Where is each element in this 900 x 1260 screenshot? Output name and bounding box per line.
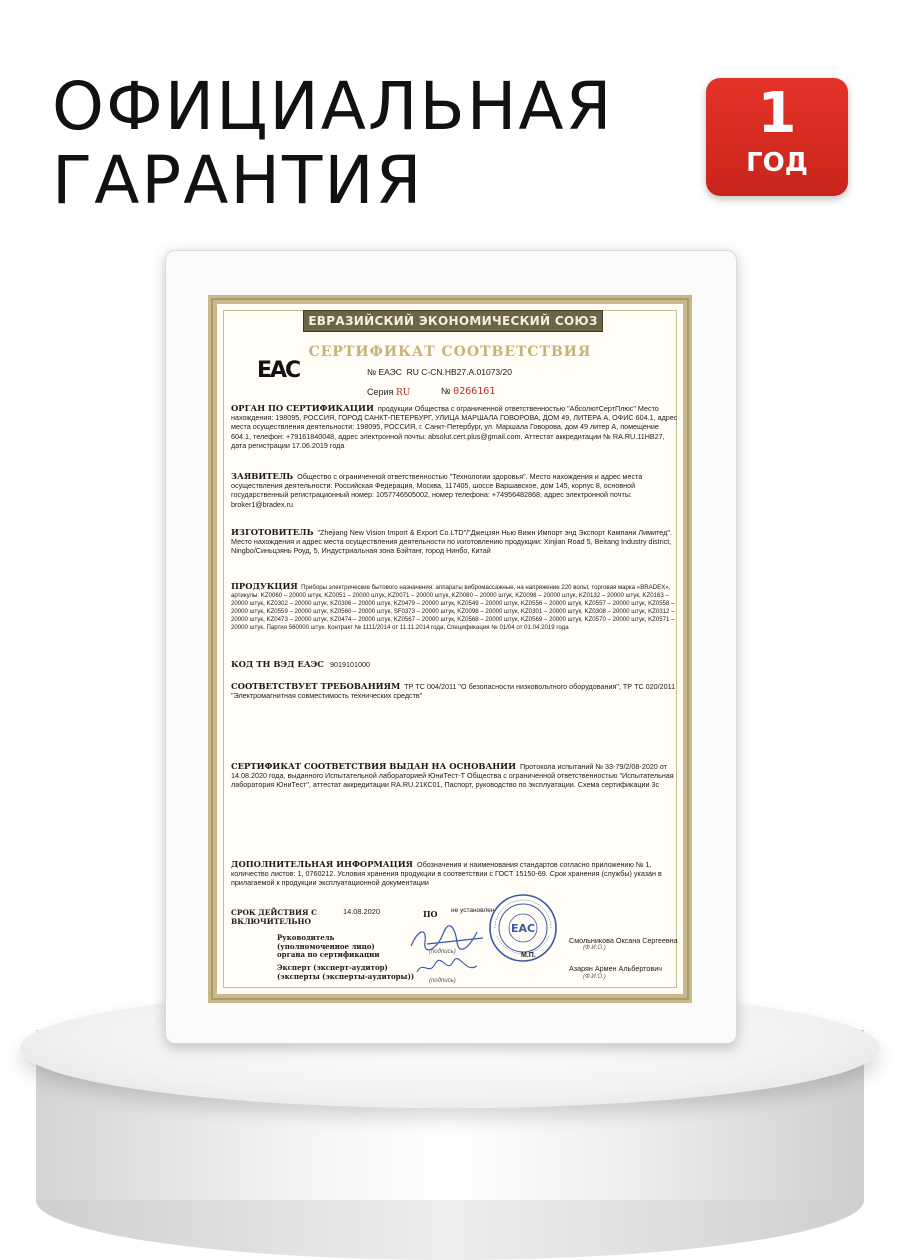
svg-text:EAC: EAC: [510, 922, 536, 935]
stamp-label: М.П.: [521, 952, 536, 959]
additional-info-section: ДОПОЛНИТЕЛЬНАЯ ИНФОРМАЦИЯ Обозначения и наименования стандартов согласно приложению № 1, количество листов: 1, 0760212. Условия хранения продукции в соответствии с ГОСТ 15150-69. Срок хранения (службы) указан в прилагаемой к продукции эксплуатационной документации: [231, 859, 662, 888]
head-name: Смольникова Оксана Сергеевна: [569, 936, 678, 945]
headline: [52, 70, 613, 218]
headline-line-1: ОФИЦИАЛЬНАЯ: [52, 68, 614, 145]
expert-label: Эксперт (эксперт-аудитор) (эксперты (эксперты-аудиторы)): [277, 963, 415, 981]
warranty-years: 1: [757, 81, 797, 146]
eac-mark: EAC: [257, 358, 300, 383]
expert-signature: [413, 956, 483, 980]
expert-name: Азарян Армен Альбертович: [569, 964, 662, 973]
warranty-badge: [706, 78, 848, 196]
warranty-unit: ГОД: [746, 148, 808, 178]
expert-sign-caption: (подпись): [429, 978, 456, 984]
validity-from: 14.08.2020: [343, 907, 380, 916]
requirements-section: СООТВЕТСТВУЕТ ТРЕБОВАНИЯМ ТР ТС 004/2011 "О безопасности низковольтного оборудования", ТР ТС 020/2011 "Электромагнитная совместимость технических средств": [231, 681, 676, 701]
customs-code-section: КОД ТН ВЭД ЕАЭС 9019101000: [231, 659, 370, 669]
validity-label: СРОК ДЕЙСТВИЯ С ВКЛЮЧИТЕЛЬНО: [231, 908, 317, 926]
basis-section: СЕРТИФИКАТ СООТВЕТСТВИЯ ВЫДАН НА ОСНОВАНИИ Протокола испытаний № 33-79/2/08-2020 от 14.08.2020 года, выданного Испытательной лабораторией ЮниТест-Т Общества с ограниченной ответственностью "Испытательная лаборатория ЮниТест", аттестат аккредитации RA.RU.21КС01, Паспорт, руководство по эксплуатации. Схема сертификации 3с: [231, 761, 674, 790]
expert-name-caption: (Ф.И.О.): [583, 974, 606, 980]
validity-to-label: ПО: [423, 909, 438, 919]
validity-to: не установлен: [451, 907, 495, 914]
head-sign-caption: (подпись): [429, 949, 456, 955]
head-name-caption: (Ф.И.О.): [583, 945, 606, 951]
certificate-title: СЕРТИФИКАТ СООТВЕТСТВИЯ: [308, 344, 592, 360]
certificate: [208, 295, 692, 1003]
head-label: Руководитель (уполномоченное лицо) органа по сертификации: [277, 933, 380, 959]
applicant-section: ЗАЯВИТЕЛЬ Общество с ограниченной ответственностью "Технологии здоровья". Место нахождения и адрес места осуществления деятельности: Российская Федерация, Москва, 117405, шоссе Варшавское, дом 145, корпус 8, основной государственный регистрационный номер: 1057746505002, номер телефона: +74956482868, адрес электронной почты: broker1@bradex.ru: [231, 471, 643, 509]
certification-body-section: ОРГАН ПО СЕРТИФИКАЦИИ продукции Общества с ограниченной ответственностью "АбсолютСертПлюс" Место нахождения: 198095, РОССИЯ, ГОРОД САНКТ-ПЕТЕРБУРГ, УЛИЦА МАРШАЛА ГОВОРОВА, ДОМ 49, ЛИТЕРА А, ОФИС 604.1, адрес места осуществления деятельности: 198095, РОССИЯ, г. Санкт-Петербург, ул. Маршала Говорова, дом 49 литер А, помещение 604.1, телефон: +79161840048, адрес электронной почты: absolut.cert.plus@gmail.com. Аттестат аккредитации № RA.RU.11НВ27, дата регистрации 17.06.2019 года: [231, 403, 678, 450]
product-section: ПРОДУКЦИЯ Приборы электрические бытового назначения: аппараты вибромассажные, на напряжение 220 вольт, торговая марка «BRADEX», артикулы: KZ0060 – 20000 штук, KZ0051 – 20000 штук, KZ0071 – 20000 штук, KZ0080 – 20000 штук, KZ0098 – 20000 штук, KZ0132 – 20000 штук, KZ0163 – 20000 штук, KZ0302 – 20000 штук, KZ0306 – 20000 штук, KZ0479 – 20000 штук, KZ0549 – 20000 штук, KZ0556 – 20000 штук, KZ0557 – 20000 штук, KZ0558 – 20000 штук, KZ0559 – 20000 штук, KZ0560 – 20000 штук, SF0373 – 20000 штук, KZ0098 – 20000 штук, KZ0301 – 20000 штук, KZ0308 – 20000 штук, KZ0312 – 20000 штук, KZ0473 – 20000 штук, KZ0474 – 20000 штук, KZ0567 – 20000 штук, KZ0568 – 20000 штук, KZ0569 – 20000 штук, KZ0570 – 20000 штук, KZ0571 – 20000 штук. Партия 560000 штук. Контракт № 1111/2014 от 11.11.2014 года, Спецификация № 01/04 от 01.04.2019 года: [231, 581, 675, 631]
manufacturer-section: ИЗГОТОВИТЕЛЬ "Zhejiang New Vision Import & Export Co.LTD"/"Джецзян Нью Вижн Импорт энд Экспорт Кампани Лимитед". Место нахождения и адрес места осуществления деятельности по изготовлению продукции: Xinjian Road 5, Beitang Industry district, Ningbo/Синьцзянь Роуд, 5, Индустриальная зона Бэйтанг, город Нинбо, Китай: [231, 527, 672, 556]
registration-number: № ЕАЭС RU С-CN.НВ27.А.01073/20: [367, 367, 512, 377]
serial-number: № 0266161: [441, 386, 496, 397]
series: Серия RU: [367, 387, 411, 398]
union-banner: ЕВРАЗИЙСКИЙ ЭКОНОМИЧЕСКИЙ СОЮЗ: [303, 310, 603, 332]
headline-line-2: ГАРАНТИЯ: [52, 142, 424, 219]
